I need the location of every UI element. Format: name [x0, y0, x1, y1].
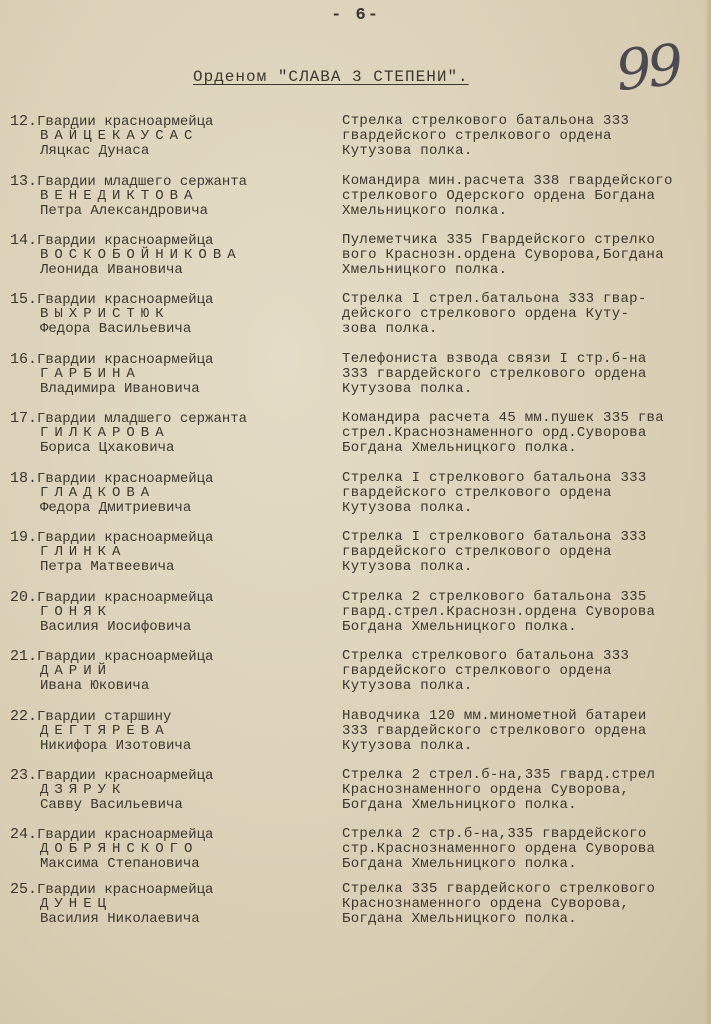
- surname: ДАРИЙ: [40, 663, 113, 679]
- award-entry: [0, 649, 711, 707]
- unit-description: [342, 649, 711, 694]
- unit-line: Кутузова полка.: [342, 678, 473, 694]
- recipient-block: [10, 411, 330, 456]
- unit-line: Наводчика 120 мм.минометной батареи: [342, 708, 647, 724]
- given-name: Владимира Ивановича: [40, 381, 200, 397]
- unit-line: Стрелка стрелкового батальона 333: [342, 113, 630, 129]
- entry-number: 13.: [10, 173, 38, 190]
- rank: Гвардии красноармейца: [37, 352, 214, 368]
- unit-line: Кутузова полка.: [342, 500, 473, 516]
- recipient-block: [10, 768, 330, 813]
- given-name: Петра Матвеевича: [40, 559, 175, 575]
- rank: Гвардии красноармейца: [37, 233, 214, 249]
- unit-description: [342, 352, 711, 397]
- unit-line: гвардейского стрелкового ордена: [342, 663, 612, 679]
- entry-number: 21.: [10, 648, 38, 665]
- unit-description: [342, 471, 711, 516]
- unit-line: 333 гвардейского стрелкового ордена: [342, 723, 647, 739]
- award-entry: [0, 709, 711, 767]
- given-name: Никифора Изотовича: [40, 738, 192, 754]
- unit-description: [342, 882, 711, 927]
- unit-line: стрелкового Одерского ордена Богдана: [342, 188, 656, 204]
- award-entry: [0, 768, 711, 826]
- unit-description: [342, 827, 711, 872]
- given-name: Ляцкас Дунаса: [40, 143, 150, 159]
- unit-line: гвард.стрел.Краснозн.ордена Суворова: [342, 604, 656, 620]
- unit-line: Краснознаменного ордена Суворова,: [342, 896, 630, 912]
- unit-description: [342, 709, 711, 754]
- surname: ГАРБИНА: [40, 366, 141, 382]
- given-name: Петра Александровича: [40, 203, 209, 219]
- entry-number: 22.: [10, 708, 38, 725]
- given-name: Федора Васильевича: [40, 321, 192, 337]
- handwritten-folio-number: 99: [612, 32, 683, 105]
- rank-line: [10, 649, 330, 664]
- award-entry: [0, 411, 711, 469]
- unit-line: стрел.Краснознаменного орд.Суворова: [342, 425, 647, 441]
- surname: ДЗЯРУК: [40, 782, 127, 798]
- recipient-block: [10, 292, 330, 337]
- rank-line: [10, 352, 330, 367]
- unit-description: [342, 590, 711, 635]
- unit-line: вого Краснозн.ордена Суворова,Богдана: [342, 247, 664, 263]
- unit-line: Хмельницкого полка.: [342, 262, 508, 278]
- entry-number: 14.: [10, 232, 38, 249]
- award-entry: [0, 352, 711, 410]
- rank-line: [10, 471, 330, 486]
- recipient-block: [10, 709, 330, 754]
- surname: ДУНЕЦ: [40, 896, 113, 912]
- recipient-block: [10, 649, 330, 694]
- unit-line: Стрелка I стрел.батальона 333 гвар-: [342, 291, 647, 307]
- unit-line: Пулеметчика 335 Гвардейского стрелко: [342, 232, 656, 248]
- rank-line: [10, 530, 330, 545]
- unit-line: Стрелка I стрелкового батальона 333: [342, 470, 647, 486]
- unit-line: Богдана Хмельницкого полка.: [342, 797, 577, 813]
- unit-line: Стрелка I стрелкового батальона 333: [342, 529, 647, 545]
- given-name: Максима Степановича: [40, 856, 200, 872]
- award-entry: [0, 174, 711, 232]
- unit-line: Кутузова полка.: [342, 738, 473, 754]
- unit-line: Командира расчета 45 мм.пушек 335 гва: [342, 410, 664, 426]
- surname: ВАЙЦЕКАУСАС: [40, 128, 199, 144]
- surname: ВОСКОБОЙНИКОВА: [40, 247, 242, 263]
- rank-line: [10, 411, 330, 426]
- unit-line: Богдана Хмельницкого полка.: [342, 440, 577, 456]
- surname: ДЕГТЯРЕВА: [40, 723, 170, 739]
- unit-line: Стрелка 2 стрел.б-на,335 гвард.стрел: [342, 767, 656, 783]
- rank-line: [10, 882, 330, 897]
- unit-line: Командира мин.расчета 338 гвардейского: [342, 173, 673, 189]
- rank-line: [10, 292, 330, 307]
- rank: Гвардии красноармейца: [37, 649, 214, 665]
- unit-line: Стрелка стрелкового батальона 333: [342, 648, 630, 664]
- award-entry: [0, 233, 711, 291]
- unit-line: стр.Краснознаменного ордена Суворова: [342, 841, 656, 857]
- recipient-block: [10, 882, 330, 927]
- award-entry: [0, 292, 711, 350]
- entry-number: 24.: [10, 826, 38, 843]
- unit-line: Стрелка 335 гвардейского стрелкового: [342, 881, 656, 897]
- page-number: - 6-: [331, 6, 380, 25]
- surname: ГИЛКАРОВА: [40, 425, 170, 441]
- entry-number: 15.: [10, 291, 38, 308]
- unit-line: Стрелка 2 стрелкового батальона 335: [342, 589, 647, 605]
- unit-line: 333 гвардейского стрелкового ордена: [342, 366, 647, 382]
- unit-description: [342, 174, 711, 219]
- unit-line: Кутузова полка.: [342, 381, 473, 397]
- recipient-block: [10, 471, 330, 516]
- unit-line: Телефониста взвода связи I стр.б-на: [342, 351, 647, 367]
- rank: Гвардии красноармейца: [37, 882, 214, 898]
- rank: Гвардии красноармейца: [37, 827, 214, 843]
- surname: ДОБРЯНСКОГО: [40, 841, 199, 857]
- award-entry: [0, 882, 711, 940]
- entry-number: 12.: [10, 113, 38, 130]
- rank: Гвардии красноармейца: [37, 471, 214, 487]
- unit-line: гвардейского стрелкового ордена: [342, 485, 612, 501]
- award-entry: [0, 114, 711, 172]
- rank: Гвардии младшего сержанта: [37, 174, 248, 190]
- given-name: Леонида Ивановича: [40, 262, 183, 278]
- surname: ГЛАДКОВА: [40, 485, 156, 501]
- recipient-block: [10, 233, 330, 278]
- surname: ГОНЯК: [40, 604, 113, 620]
- entry-number: 19.: [10, 529, 38, 546]
- unit-line: гвардейского стрелкового ордена: [342, 128, 612, 144]
- rank: Гвардии красноармейца: [37, 292, 214, 308]
- given-name: Савву Васильевича: [40, 797, 183, 813]
- rank: Гвардии старшину: [37, 709, 172, 725]
- section-title: Орденом "СЛАВА 3 СТЕПЕНИ".: [193, 68, 469, 86]
- entry-number: 20.: [10, 589, 38, 606]
- rank-line: [10, 114, 330, 129]
- surname: ВЫХРИСТЮК: [40, 306, 170, 322]
- recipient-block: [10, 352, 330, 397]
- unit-line: дейского стрелкового ордена Куту-: [342, 306, 630, 322]
- unit-line: Краснознаменного ордена Суворова,: [342, 782, 630, 798]
- given-name: Василия Иосифовича: [40, 619, 192, 635]
- rank: Гвардии красноармейца: [37, 114, 214, 130]
- rank-line: [10, 768, 330, 783]
- unit-description: [342, 292, 711, 337]
- rank-line: [10, 590, 330, 605]
- page-edge-shadow: [705, 0, 711, 1024]
- rank: Гвардии красноармейца: [37, 768, 214, 784]
- unit-description: [342, 530, 711, 575]
- rank-line: [10, 827, 330, 842]
- unit-line: Кутузова полка.: [342, 559, 473, 575]
- given-name: Бориса Цхаковича: [40, 440, 175, 456]
- surname: ВЕНЕДИКТОВА: [40, 188, 199, 204]
- rank: Гвардии красноармейца: [37, 590, 214, 606]
- rank-line: [10, 709, 330, 724]
- unit-line: Богдана Хмельницкого полка.: [342, 911, 577, 927]
- rank: Гвардии младшего сержанта: [37, 411, 248, 427]
- entry-number: 18.: [10, 470, 38, 487]
- unit-line: Стрелка 2 стр.б-на,335 гвардейского: [342, 826, 647, 842]
- recipient-block: [10, 590, 330, 635]
- rank-line: [10, 174, 330, 189]
- award-entry: [0, 530, 711, 588]
- recipient-block: [10, 530, 330, 575]
- surname: ГЛИНКА: [40, 544, 127, 560]
- unit-line: Богдана Хмельницкого полка.: [342, 856, 577, 872]
- recipient-block: [10, 174, 330, 219]
- unit-line: зова полка.: [342, 321, 438, 337]
- unit-line: Кутузова полка.: [342, 143, 473, 159]
- given-name: Василия Николаевича: [40, 911, 200, 927]
- entry-number: 16.: [10, 351, 38, 368]
- entry-number: 25.: [10, 881, 38, 898]
- rank-line: [10, 233, 330, 248]
- given-name: Федора Дмитриевича: [40, 500, 192, 516]
- unit-description: [342, 114, 711, 159]
- rank: Гвардии красноармейца: [37, 530, 214, 546]
- award-entry: [0, 590, 711, 648]
- unit-line: Хмельницкого полка.: [342, 203, 508, 219]
- unit-description: [342, 411, 711, 456]
- unit-line: Богдана Хмельницкого полка.: [342, 619, 577, 635]
- recipient-block: [10, 114, 330, 159]
- unit-description: [342, 233, 711, 278]
- award-entry: [0, 827, 711, 885]
- entry-number: 17.: [10, 410, 38, 427]
- award-entry: [0, 471, 711, 529]
- recipient-block: [10, 827, 330, 872]
- given-name: Ивана Юковича: [40, 678, 150, 694]
- unit-line: гвардейского стрелкового ордена: [342, 544, 612, 560]
- entry-number: 23.: [10, 767, 38, 784]
- unit-description: [342, 768, 711, 813]
